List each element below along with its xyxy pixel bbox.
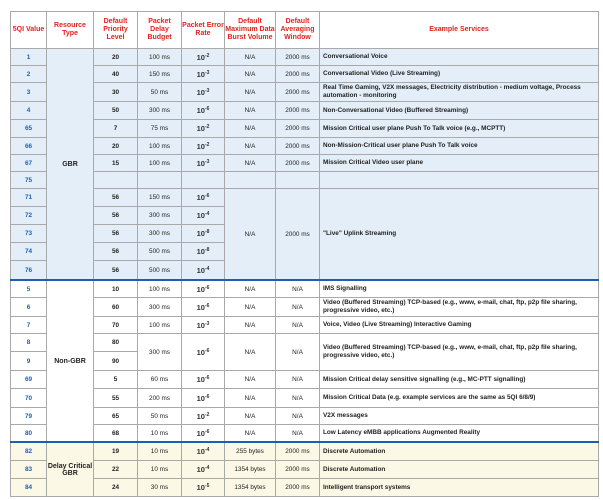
averaging-window: N/A (276, 298, 320, 317)
averaging-window: 2000 ms (276, 66, 320, 83)
header-delay-budget: Packet Delay Budget (138, 12, 182, 49)
packet-error-rate (182, 371, 225, 389)
example-service: V2X messages (320, 408, 599, 425)
priority-level: 5 (94, 371, 138, 389)
averaging-window: 2000 ms (276, 155, 320, 172)
priority-level: 20 (94, 138, 138, 155)
burst-volume: N/A (225, 425, 276, 443)
priority-level: 90 (94, 352, 138, 371)
priority-level: 22 (94, 461, 138, 479)
burst-volume: 1354 bytes (225, 461, 276, 479)
example-service: Video (Buffered Streaming) TCP-based (e.g., www, e-mail, chat, ftp, p2p file sharing, progressive video, etc.) (320, 334, 599, 371)
packet-error-rate (182, 83, 225, 102)
per-base: 10 (196, 465, 205, 474)
delay-budget: 150 ms (138, 189, 182, 207)
example-service: Low Latency eMBB applications Augmented Reality (320, 425, 599, 443)
per-base: 10 (196, 447, 205, 456)
qci-value: 75 (11, 172, 47, 189)
averaging-window: N/A (276, 280, 320, 298)
example-service: Mission Critical Video user plane (320, 155, 599, 172)
resource-type-non-gbr: Non-GBR (47, 280, 94, 442)
delay-budget: 500 ms (138, 261, 182, 281)
per-exponent: -3 (204, 69, 210, 76)
averaging-window (276, 172, 320, 189)
per-base: 10 (196, 428, 205, 438)
per-base: 10 (196, 69, 205, 79)
per-exponent: -2 (204, 141, 210, 148)
priority-level: 56 (94, 207, 138, 225)
qci-value: 1 (11, 49, 47, 66)
averaging-window: N/A (276, 334, 320, 371)
averaging-window: N/A (276, 389, 320, 408)
priority-level: 60 (94, 298, 138, 317)
delay-budget (138, 172, 182, 189)
example-service: Intelligent transport systems (320, 479, 599, 497)
table-row (11, 298, 599, 317)
per-exponent: -3 (204, 320, 210, 327)
averaging-window: 2000 ms (276, 102, 320, 120)
burst-volume: 1354 bytes (225, 479, 276, 497)
table-row (11, 155, 599, 172)
priority-level: 30 (94, 83, 138, 102)
packet-error-rate (182, 172, 225, 189)
resource-type-delay-critical: Delay Critical GBR (47, 442, 94, 497)
delay-budget: 30 ms (138, 479, 182, 497)
per-base: 10 (196, 158, 205, 168)
example-service: IMS Signalling (320, 280, 599, 298)
per-base: 10 (196, 393, 205, 403)
per-base: 10 (196, 106, 205, 115)
qci-value: 6 (11, 298, 47, 317)
header-resource-type: Resource Type (47, 12, 94, 49)
delay-budget: 10 ms (138, 461, 182, 479)
packet-error-rate (182, 298, 225, 317)
qci-value: 76 (11, 261, 47, 281)
per-exponent: -6 (204, 193, 210, 199)
per-exponent: -6 (204, 284, 210, 291)
packet-error-rate (182, 389, 225, 408)
per-base: 10 (196, 124, 205, 133)
per-exponent: -4 (204, 465, 210, 471)
example-service: Non-Conversational Video (Buffered Streaming) (320, 102, 599, 120)
packet-error-rate (182, 334, 225, 371)
qci-value: 83 (11, 461, 47, 479)
priority-level: 40 (94, 66, 138, 83)
example-service (320, 172, 599, 189)
qci-value: 73 (11, 225, 47, 243)
per-base: 10 (196, 52, 205, 62)
per-exponent: -2 (204, 411, 210, 418)
delay-budget: 10 ms (138, 442, 182, 461)
averaging-window: 2000 ms (276, 461, 320, 479)
burst-volume: 255 bytes (225, 442, 276, 461)
burst-volume: N/A (225, 280, 276, 298)
qci-value: 7 (11, 317, 47, 334)
per-exponent: -2 (204, 124, 210, 130)
priority-level: 7 (94, 120, 138, 138)
priority-level: 68 (94, 425, 138, 443)
header-burst-volume: Default Maximum Data Burst Volume (225, 12, 276, 49)
per-exponent: -4 (204, 265, 210, 272)
per-exponent: -3 (204, 87, 210, 94)
averaging-window: N/A (276, 317, 320, 334)
per-exponent: -6 (204, 106, 210, 112)
per-exponent: -6 (204, 428, 210, 435)
delay-budget: 50 ms (138, 83, 182, 102)
packet-error-rate (182, 317, 225, 334)
packet-error-rate (182, 49, 225, 66)
qci-value: 82 (11, 442, 47, 461)
table-row (11, 66, 599, 83)
per-exponent: -2 (204, 52, 210, 59)
per-base: 10 (196, 411, 205, 421)
burst-volume: N/A (225, 155, 276, 172)
table-row (11, 83, 599, 102)
table-row (11, 138, 599, 155)
averaging-window: N/A (276, 408, 320, 425)
table-row (11, 371, 599, 389)
averaging-window: 2000 ms (276, 442, 320, 461)
packet-error-rate (182, 225, 225, 243)
example-service: "Live" Uplink Streaming (320, 189, 599, 281)
qci-value: 84 (11, 479, 47, 497)
resource-type-gbr: GBR (47, 49, 94, 281)
table-row (11, 172, 599, 189)
burst-volume: N/A (225, 49, 276, 66)
delay-budget: 300 ms (138, 298, 182, 317)
example-service: Conversational Voice (320, 49, 599, 66)
header-example-services: Example Services (320, 12, 599, 49)
per-base: 10 (196, 247, 205, 256)
example-service: Voice, Video (Live Streaming) Interactive Gaming (320, 317, 599, 334)
priority-level: 56 (94, 261, 138, 281)
burst-volume: N/A (225, 102, 276, 120)
delay-budget: 300 ms (138, 334, 182, 371)
averaging-window: N/A (276, 371, 320, 389)
qci-value: 65 (11, 120, 47, 138)
per-base: 10 (196, 211, 205, 220)
per-base: 10 (196, 483, 205, 492)
qci-value: 71 (11, 189, 47, 207)
per-exponent: -6 (204, 347, 210, 354)
packet-error-rate (182, 479, 225, 497)
delay-budget: 100 ms (138, 280, 182, 298)
example-service: Mission Critical Data (e.g. example services are the same as 5QI 6/8/9) (320, 389, 599, 408)
burst-volume: N/A (225, 83, 276, 102)
averaging-window: 2000 ms (276, 120, 320, 138)
qci-value: 5 (11, 280, 47, 298)
example-service: Video (Buffered Streaming) TCP-based (e.g., www, e-mail, chat, ftp, p2p file sharing, progressive video, etc.) (320, 298, 599, 317)
qci-value: 69 (11, 371, 47, 389)
per-base: 10 (196, 265, 205, 275)
delay-budget: 50 ms (138, 408, 182, 425)
averaging-window: 2000 ms (276, 138, 320, 155)
example-service: Discrete Automation (320, 461, 599, 479)
averaging-window: 2000 ms (276, 479, 320, 497)
table-row (11, 479, 599, 497)
burst-volume: N/A (225, 408, 276, 425)
packet-error-rate (182, 189, 225, 207)
header-error-rate: Packet Error Rate (182, 12, 225, 49)
header-row (11, 12, 599, 49)
averaging-window: N/A (276, 425, 320, 443)
per-base: 10 (196, 375, 205, 384)
burst-volume: N/A (225, 66, 276, 83)
table-row (11, 425, 599, 443)
per-exponent: -3 (204, 158, 210, 165)
qci-value: 66 (11, 138, 47, 155)
example-service: Discrete Automation (320, 442, 599, 461)
header-qci: 5QI Value (11, 12, 47, 49)
example-service: Real Time Gaming, V2X messages, Electricity distribution - medium voltage, Process automation - monitoring (320, 83, 599, 102)
table-row (11, 389, 599, 408)
delay-budget: 100 ms (138, 138, 182, 155)
table-row (11, 461, 599, 479)
per-base: 10 (196, 141, 205, 151)
table-row (11, 334, 599, 352)
burst-volume (225, 172, 276, 189)
burst-volume: N/A (225, 138, 276, 155)
table-row (11, 49, 599, 66)
per-base: 10 (196, 284, 205, 294)
delay-budget: 75 ms (138, 120, 182, 138)
qci-value: 2 (11, 66, 47, 83)
qci-value: 4 (11, 102, 47, 120)
qos-table (10, 11, 599, 497)
per-exponent: -6 (204, 302, 210, 309)
burst-volume: N/A (225, 334, 276, 371)
packet-error-rate (182, 280, 225, 298)
qci-value: 70 (11, 389, 47, 408)
example-service: Conversational Video (Live Streaming) (320, 66, 599, 83)
packet-error-rate (182, 461, 225, 479)
per-base: 10 (196, 302, 205, 312)
header-priority: Default Priority Level (94, 12, 138, 49)
averaging-window: 2000 ms (276, 189, 320, 281)
example-service: Mission Critical delay sensitive signalling (e.g., MC-PTT signalling) (320, 371, 599, 389)
burst-volume: N/A (225, 389, 276, 408)
example-service: Mission Critical user plane Push To Talk voice (e.g., MCPTT) (320, 120, 599, 138)
priority-level: 20 (94, 49, 138, 66)
delay-budget: 100 ms (138, 155, 182, 172)
per-base: 10 (196, 229, 205, 238)
per-exponent: -5 (204, 483, 210, 489)
priority-level: 70 (94, 317, 138, 334)
table-row (11, 280, 599, 298)
qci-value: 67 (11, 155, 47, 172)
packet-error-rate (182, 425, 225, 443)
delay-budget: 100 ms (138, 49, 182, 66)
priority-level: 56 (94, 243, 138, 261)
per-exponent: -4 (204, 211, 210, 217)
priority-level: 10 (94, 280, 138, 298)
priority-level: 80 (94, 334, 138, 352)
per-exponent: -8 (204, 229, 210, 235)
table-row (11, 408, 599, 425)
per-exponent: -6 (204, 375, 210, 381)
per-exponent: -8 (204, 247, 210, 253)
delay-budget: 200 ms (138, 389, 182, 408)
burst-volume: N/A (225, 371, 276, 389)
priority-level: 55 (94, 389, 138, 408)
packet-error-rate (182, 120, 225, 138)
delay-budget: 300 ms (138, 102, 182, 120)
packet-error-rate (182, 155, 225, 172)
delay-budget: 300 ms (138, 207, 182, 225)
per-base: 10 (196, 87, 205, 97)
priority-level: 19 (94, 442, 138, 461)
burst-volume: N/A (225, 298, 276, 317)
delay-budget: 150 ms (138, 66, 182, 83)
table-row (11, 102, 599, 120)
qci-value: 9 (11, 352, 47, 371)
priority-level: 24 (94, 479, 138, 497)
per-exponent: -4 (204, 447, 210, 453)
table-row (11, 442, 599, 461)
packet-error-rate (182, 243, 225, 261)
per-exponent: -6 (204, 393, 210, 400)
qci-value: 3 (11, 83, 47, 102)
packet-error-rate (182, 102, 225, 120)
packet-error-rate (182, 442, 225, 461)
table-row (11, 189, 599, 207)
priority-level: 65 (94, 408, 138, 425)
delay-budget: 60 ms (138, 371, 182, 389)
per-base: 10 (196, 193, 205, 202)
priority-level: 15 (94, 155, 138, 172)
packet-error-rate (182, 207, 225, 225)
delay-budget: 100 ms (138, 317, 182, 334)
averaging-window: 2000 ms (276, 83, 320, 102)
priority-level (94, 172, 138, 189)
qci-value: 8 (11, 334, 47, 352)
delay-budget: 10 ms (138, 425, 182, 443)
packet-error-rate (182, 66, 225, 83)
example-service: Non-Mission-Critical user plane Push To Talk voice (320, 138, 599, 155)
averaging-window: 2000 ms (276, 49, 320, 66)
packet-error-rate (182, 408, 225, 425)
packet-error-rate (182, 138, 225, 155)
delay-budget: 500 ms (138, 243, 182, 261)
header-averaging-window: Default Averaging Window (276, 12, 320, 49)
burst-volume: N/A (225, 120, 276, 138)
packet-error-rate (182, 261, 225, 281)
table-row (11, 120, 599, 138)
qci-value: 79 (11, 408, 47, 425)
qci-value: 72 (11, 207, 47, 225)
per-base: 10 (196, 347, 205, 357)
table-row (11, 317, 599, 334)
priority-level: 56 (94, 189, 138, 207)
burst-volume: N/A (225, 317, 276, 334)
priority-level: 50 (94, 102, 138, 120)
per-base: 10 (196, 320, 205, 330)
qci-value: 80 (11, 425, 47, 443)
qci-value: 74 (11, 243, 47, 261)
delay-budget: 300 ms (138, 225, 182, 243)
burst-volume: N/A (225, 189, 276, 281)
priority-level: 56 (94, 225, 138, 243)
